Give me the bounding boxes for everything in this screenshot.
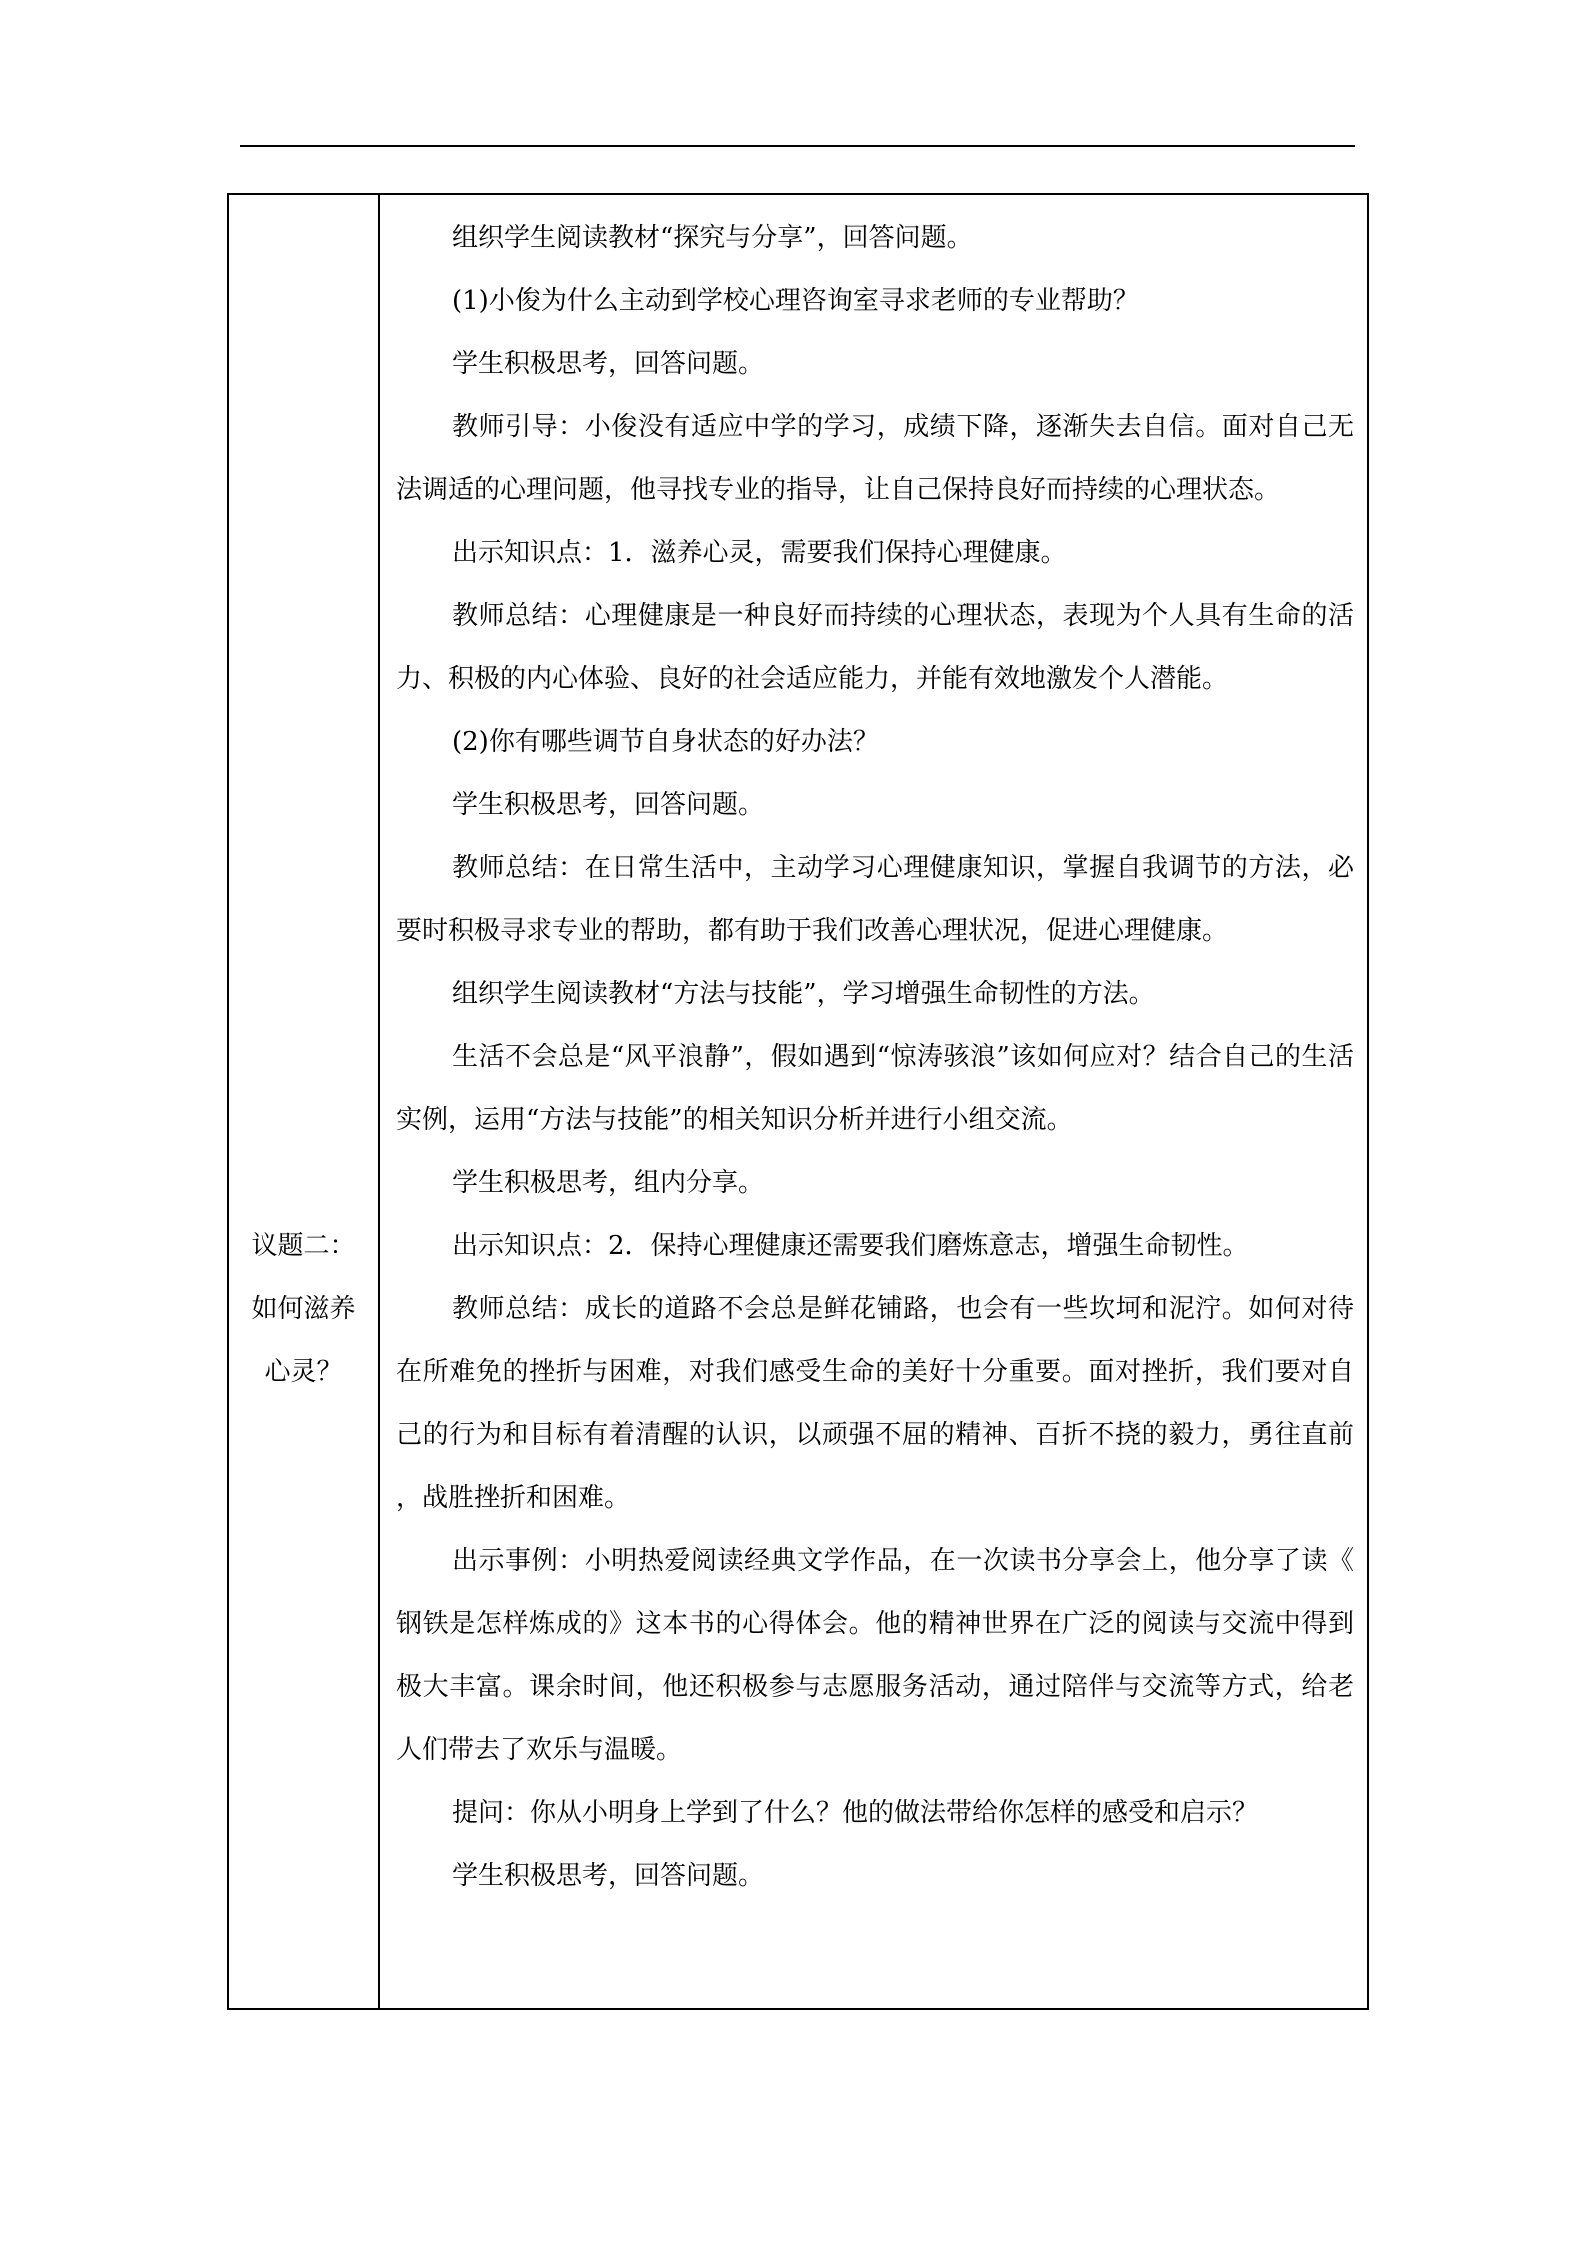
paragraph-teacher-summary: 教师总结：心理健康是一种良好而持续的心理状态，表现为个人具有生命的活力、积极的内心体验、良好的社会适应能力，并能有效地激发个人潜能。	[396, 601, 1354, 694]
paragraph-knowledge-point-1: 出示知识点：1．滋养心灵，需要我们保持心理健康。	[452, 538, 1067, 568]
paragraph-scenario: 生活不会总是“风平浪静”，假如遇到“惊涛骇浪”该如何应对？结合自己的生活实例，运用“方法与技能”的相关知识分析并进行小组交流。	[396, 1042, 1354, 1135]
paragraph-teacher-guidance: 教师引导：小俊没有适应中学的学习，成绩下降，逐渐失去自信。面对自己无法调适的心理问题，他寻找专业的指导，让自己保持良好而持续的心理状态。	[396, 412, 1354, 505]
topic-line: 如何滋养	[251, 1294, 356, 1324]
lesson-table	[227, 193, 1369, 2010]
paragraph-read-instruction: 组织学生阅读教材“探究与分享”，回答问题。	[452, 223, 973, 253]
topic-label	[229, 1215, 378, 1404]
topic-line: 议题二：	[251, 1231, 356, 1261]
paragraph-example-case: 出示事例：小明热爱阅读经典文学作品，在一次读书分享会上，他分享了读《钢铁是怎样炼成的》这本书的心得体会。他的精神世界在广泛的阅读与交流中得到极大丰富。课余时间，他还积极参与志愿服务活动，通过陪伴与交流等方式，给老人们带去了欢乐与温暖。	[396, 1546, 1354, 1765]
paragraph-teacher-summary: 教师总结：在日常生活中，主动学习心理健康知识，掌握自我调节的方法，必要时积极寻求专业的帮助，都有助于我们改善心理状况，促进心理健康。	[396, 853, 1354, 946]
paragraph-question-3: 提问：你从小明身上学到了什么？他的做法带给你怎样的感受和启示？	[452, 1798, 1259, 1828]
paragraph-student-response: 学生积极思考，回答问题。	[452, 349, 765, 379]
paragraph-read-instruction: 组织学生阅读教材“方法与技能”，学习增强生命韧性的方法。	[452, 979, 1155, 1009]
header-rule	[240, 145, 1355, 147]
paragraph-knowledge-point-2: 出示知识点：2．保持心理健康还需要我们磨炼意志，增强生命韧性。	[452, 1231, 1249, 1261]
paragraph-student-response: 学生积极思考，回答问题。	[452, 1861, 765, 1891]
paragraph-teacher-summary: 教师总结：成长的道路不会总是鲜花铺路，也会有一些坎坷和泥泞。如何对待在所难免的挫折与困难，对我们感受生命的美好十分重要。面对挫折，我们要对自己的行为和目标有着清醒的认识，以顽强不屈的精神、百折不挠的毅力，勇往直前，战胜挫折和困难。	[396, 1294, 1354, 1513]
content-cell	[380, 195, 1367, 2008]
topic-cell	[229, 195, 380, 2008]
paragraph-student-response: 学生积极思考，组内分享。	[452, 1168, 765, 1198]
content-body	[396, 207, 1354, 1908]
paragraph-student-response: 学生积极思考，回答问题。	[452, 790, 765, 820]
paragraph-question-1: (1)小俊为什么主动到学校心理咨询室寻求老师的专业帮助？	[452, 286, 1139, 316]
paragraph-question-2: (2)你有哪些调节自身状态的好办法？	[452, 727, 879, 757]
topic-line: 心灵？	[264, 1357, 343, 1387]
